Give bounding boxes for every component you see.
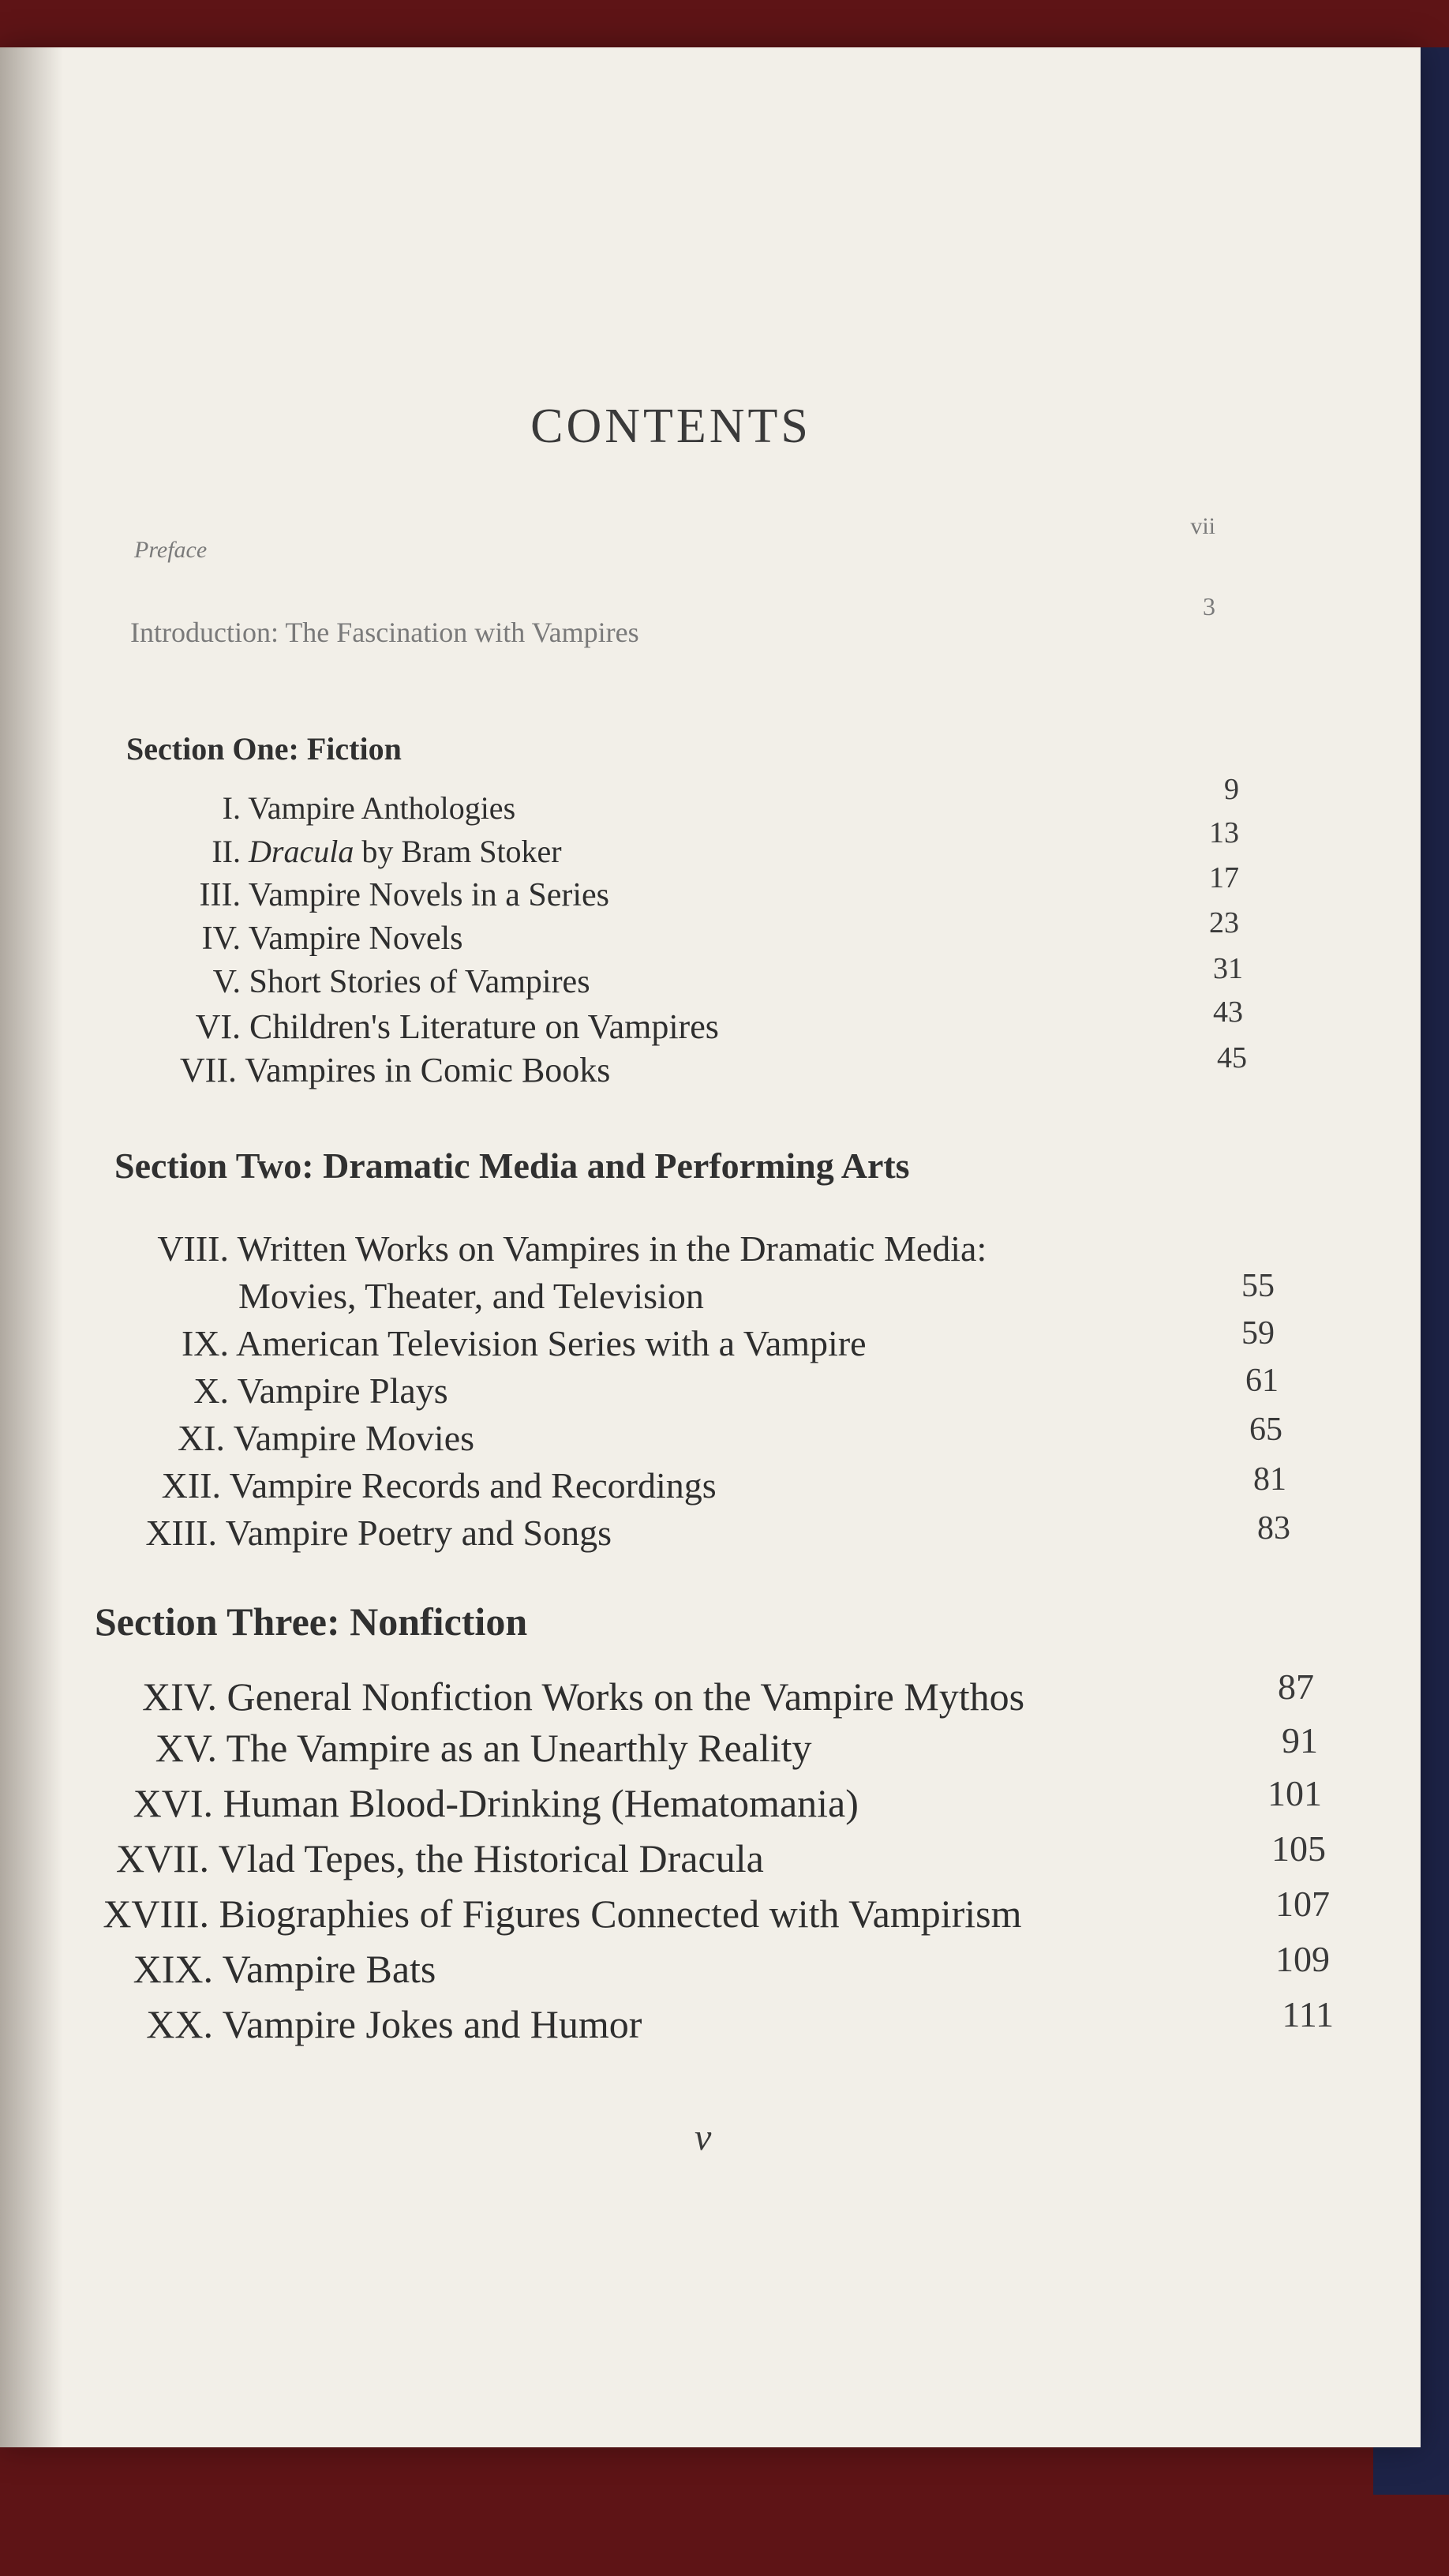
entry-page: 23 [1209,906,1239,939]
entry-page: 31 [1213,952,1243,985]
entry-page: vii [1190,513,1215,539]
toc-entry [107,2001,642,2047]
entry-numeral: XVI. [133,1781,213,1825]
entry-page: 83 [1257,1510,1290,1547]
toc-entry [134,1322,867,1364]
page-title: CONTENTS [530,399,811,453]
entry-title: by Bram Stoker [354,834,562,869]
entry-page: 3 [1203,592,1215,621]
toc-entry [158,876,609,914]
entry-title: Short Stories of Vampires [249,964,590,1000]
toc-entry [158,833,562,870]
entry-page: 9 [1224,773,1239,806]
book-page [0,47,1421,2447]
entry-title: Human Blood-Drinking (Hematomania) [223,1781,859,1825]
entry-numeral: XV. [155,1726,217,1770]
toc-entry [83,1891,1022,1937]
entry-page: 45 [1217,1041,1247,1074]
entry-numeral: XVII. [115,1836,209,1880]
entry-title: Vampire Anthologies [248,790,516,826]
entry-title: Vampire Novels [248,921,463,957]
entry-numeral: XII. [161,1465,221,1505]
entry-title: Preface [134,537,208,563]
entry-numeral: VI. [195,1007,241,1046]
entry-title: Vampire Novels in a Series [248,877,609,913]
entry-title: Vampire Plays [237,1370,448,1411]
entry-page: 111 [1282,1994,1334,2034]
entry-numeral: XIV. [142,1674,217,1719]
entry-title: Vampire Jokes and Humor [222,2002,642,2046]
toc-entry [158,963,590,1001]
toc-entry [122,1512,612,1554]
entry-page: 91 [1282,1720,1318,1760]
toc-entry [130,1417,474,1459]
toc-entry [110,1780,859,1826]
entry-title: Children's Literature on Vampires [249,1007,719,1046]
entry-title: Vampire Movies [233,1418,475,1458]
toc-entry [103,1946,436,1992]
entry-page: 59 [1241,1315,1275,1352]
toc-entry [122,1674,1024,1719]
toc-entry [134,1228,987,1269]
entry-numeral: III. [199,877,241,913]
toc-entry-continuation [238,1275,704,1317]
toc-entry [158,920,463,958]
entry-title: Biographies of Figures Connected with Vampirism [219,1892,1022,1936]
entry-title-line2: Movies, Theater, and Television [238,1276,704,1316]
page-number: v [695,2117,712,2158]
toc-entry [158,1007,719,1047]
entry-page: 55 [1241,1268,1275,1304]
entry-page: 101 [1267,1773,1322,1813]
entry-title: Introduction: The Fascination with Vampires [130,617,639,648]
entry-numeral: VII. [179,1051,237,1089]
entry-numeral: II. [212,834,241,869]
entry-numeral: V. [212,964,241,1000]
toc-entry [154,1050,610,1090]
entry-page: 43 [1213,996,1243,1029]
toc-entry-preface [134,537,207,564]
entry-numeral: XVIII. [103,1892,209,1936]
toc-entry [158,789,515,827]
entry-title: American Television Series with a Vampire [235,1323,867,1363]
entry-numeral: X. [193,1370,229,1411]
entry-title: General Nonfiction Works on the Vampire Mythos [227,1674,1025,1719]
entry-page: 13 [1209,816,1239,849]
toc-entry [126,1464,717,1506]
entry-page: 81 [1253,1461,1286,1498]
entry-title: Vampire Bats [222,1947,436,1991]
entry-numeral: I. [222,790,241,826]
entry-numeral: IX. [181,1323,229,1363]
entry-numeral: VIII. [157,1228,229,1269]
toc-entry [134,1370,448,1412]
entry-title: Vlad Tepes, the Historical Dracula [218,1836,764,1880]
entry-title: Written Works on Vampires in the Dramatic Media: [237,1228,987,1269]
entry-numeral: IV. [201,921,241,957]
section-heading: Section One: Fiction [126,731,402,767]
entry-page: 61 [1245,1363,1279,1399]
entry-title: Vampire Records and Recordings [229,1465,717,1505]
section-heading: Section Three: Nonfiction [95,1599,528,1644]
toc-entry [99,1835,764,1881]
entry-page: 65 [1249,1412,1282,1448]
entry-page: 109 [1275,1939,1330,1979]
entry-title: Vampires in Comic Books [245,1051,611,1089]
entry-numeral: XIX. [133,1947,213,1991]
entry-title: The Vampire as an Unearthly Reality [226,1726,812,1770]
entry-page: 17 [1209,861,1239,894]
entry-page: 87 [1278,1667,1314,1707]
entry-numeral: XI. [177,1418,225,1458]
entry-page: 105 [1271,1828,1326,1869]
entry-title-italic: Dracula [249,834,354,869]
section-heading: Section Two: Dramatic Media and Performing Arts [114,1146,910,1186]
entry-numeral: XIII. [145,1513,217,1553]
entry-title: Vampire Poetry and Songs [225,1513,612,1553]
toc-entry [122,1725,812,1771]
entry-numeral: XX. [146,2002,213,2046]
entry-page: 107 [1275,1884,1330,1924]
toc-entry-introduction [130,616,639,649]
